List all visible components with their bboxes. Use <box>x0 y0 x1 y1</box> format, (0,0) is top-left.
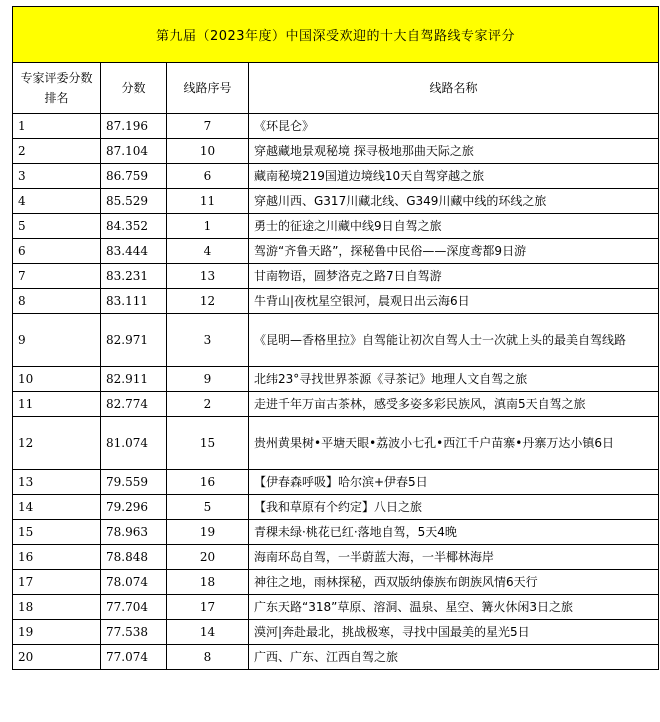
table-row <box>13 214 659 239</box>
route-no-cell: 19 <box>167 520 249 545</box>
route-no-cell: 20 <box>167 545 249 570</box>
table-row <box>13 595 659 620</box>
route-name-cell: 神往之地，雨林探秘，西双版纳傣族布朗族风情6天行 <box>249 570 659 595</box>
rank-cell: 17 <box>13 570 101 595</box>
route-no-cell: 7 <box>167 114 249 139</box>
rank-cell: 19 <box>13 620 101 645</box>
route-no-cell: 16 <box>167 470 249 495</box>
rank-cell: 4 <box>13 189 101 214</box>
route-name-cell: 甘南物语，圆梦洛克之路7日自驾游 <box>249 264 659 289</box>
route-name-cell: 漠河|奔赴最北，挑战极寒，寻找中国最美的星光5日 <box>249 620 659 645</box>
table-row <box>13 114 659 139</box>
route-name-cell: 广东天路“318”草原、溶洞、温泉、星空、篝火休闲3日之旅 <box>249 595 659 620</box>
score-cell: 78.848 <box>101 545 167 570</box>
rank-cell: 8 <box>13 289 101 314</box>
title-row <box>13 7 659 63</box>
route-name-cell: 青稞未绿·桃花已红·落地自驾，5天4晚 <box>249 520 659 545</box>
table-row <box>13 164 659 189</box>
score-cell: 81.074 <box>101 417 167 470</box>
route-name-cell: 海南环岛自驾，一半蔚蓝大海，一半椰林海岸 <box>249 545 659 570</box>
route-name-cell: 走进千年万亩古茶林，感受多姿多彩民族风，滇南5天自驾之旅 <box>249 392 659 417</box>
header-route-name: 线路名称 <box>249 63 659 114</box>
header-score: 分数 <box>101 63 167 114</box>
score-cell: 83.111 <box>101 289 167 314</box>
route-name-cell: 勇士的征途之川藏中线9日自驾之旅 <box>249 214 659 239</box>
route-no-cell: 6 <box>167 164 249 189</box>
route-no-cell: 10 <box>167 139 249 164</box>
route-no-cell: 17 <box>167 595 249 620</box>
score-cell: 77.074 <box>101 645 167 670</box>
rank-cell: 10 <box>13 367 101 392</box>
table-row <box>13 520 659 545</box>
route-name-cell: 广西、广东、江西自驾之旅 <box>249 645 659 670</box>
table-row <box>13 289 659 314</box>
route-name-cell: 北纬23°寻找世界茶源《寻茶记》地理人文自驾之旅 <box>249 367 659 392</box>
rank-cell: 3 <box>13 164 101 189</box>
route-name-cell: 穿越藏地景观秘境 探寻极地那曲天际之旅 <box>249 139 659 164</box>
score-cell: 77.538 <box>101 620 167 645</box>
rank-cell: 14 <box>13 495 101 520</box>
table-row <box>13 417 659 470</box>
route-no-cell: 13 <box>167 264 249 289</box>
route-name-cell: 驾游“齐鲁天路”，探秘鲁中民俗——深度鸢都9日游 <box>249 239 659 264</box>
table-row <box>13 570 659 595</box>
score-cell: 87.196 <box>101 114 167 139</box>
rank-cell: 5 <box>13 214 101 239</box>
route-name-cell: 【伊春森呼吸】哈尔滨+伊春5日 <box>249 470 659 495</box>
score-cell: 84.352 <box>101 214 167 239</box>
route-no-cell: 3 <box>167 314 249 367</box>
table-row <box>13 264 659 289</box>
score-cell: 79.296 <box>101 495 167 520</box>
table-row <box>13 545 659 570</box>
route-name-cell: 牛背山|夜枕星空银河，晨观日出云海6日 <box>249 289 659 314</box>
score-cell: 82.774 <box>101 392 167 417</box>
score-cell: 77.704 <box>101 595 167 620</box>
route-name-cell: 穿越川西、G317川藏北线、G349川藏中线的环线之旅 <box>249 189 659 214</box>
rank-cell: 6 <box>13 239 101 264</box>
score-cell: 85.529 <box>101 189 167 214</box>
rank-cell: 12 <box>13 417 101 470</box>
rank-cell: 7 <box>13 264 101 289</box>
rank-cell: 1 <box>13 114 101 139</box>
rank-cell: 13 <box>13 470 101 495</box>
route-no-cell: 2 <box>167 392 249 417</box>
table-row <box>13 392 659 417</box>
rank-cell: 11 <box>13 392 101 417</box>
table-row <box>13 470 659 495</box>
table-row <box>13 495 659 520</box>
route-no-cell: 9 <box>167 367 249 392</box>
rank-cell: 16 <box>13 545 101 570</box>
score-cell: 79.559 <box>101 470 167 495</box>
route-no-cell: 15 <box>167 417 249 470</box>
route-no-cell: 8 <box>167 645 249 670</box>
route-no-cell: 18 <box>167 570 249 595</box>
route-name-cell: 《环昆仑》 <box>249 114 659 139</box>
table-row <box>13 620 659 645</box>
rank-cell: 2 <box>13 139 101 164</box>
score-cell: 83.231 <box>101 264 167 289</box>
header-rank: 专家评委分数排名 <box>13 63 101 114</box>
route-no-cell: 4 <box>167 239 249 264</box>
route-no-cell: 11 <box>167 189 249 214</box>
route-name-cell: 【我和草原有个约定】八日之旅 <box>249 495 659 520</box>
route-no-cell: 14 <box>167 620 249 645</box>
route-name-cell: 藏南秘境219国道边境线10天自驾穿越之旅 <box>249 164 659 189</box>
rank-cell: 15 <box>13 520 101 545</box>
rank-cell: 9 <box>13 314 101 367</box>
route-no-cell: 12 <box>167 289 249 314</box>
table-row <box>13 314 659 367</box>
score-cell: 82.911 <box>101 367 167 392</box>
score-cell: 83.444 <box>101 239 167 264</box>
score-cell: 82.971 <box>101 314 167 367</box>
header-route-no: 线路序号 <box>167 63 249 114</box>
table-row <box>13 367 659 392</box>
header-row <box>13 63 659 114</box>
table-row <box>13 189 659 214</box>
score-cell: 78.074 <box>101 570 167 595</box>
score-table <box>12 6 659 670</box>
rank-cell: 18 <box>13 595 101 620</box>
score-cell: 78.963 <box>101 520 167 545</box>
route-no-cell: 5 <box>167 495 249 520</box>
route-no-cell: 1 <box>167 214 249 239</box>
table-row <box>13 139 659 164</box>
table-title: 第九届（2023年度）中国深受欢迎的十大自驾路线专家评分 <box>13 7 659 63</box>
route-name-cell: 《昆明—香格里拉》自驾能让初次自驾人士一次就上头的最美自驾线路 <box>249 314 659 367</box>
score-cell: 86.759 <box>101 164 167 189</box>
table-row <box>13 239 659 264</box>
table-row <box>13 645 659 670</box>
score-cell: 87.104 <box>101 139 167 164</box>
rank-cell: 20 <box>13 645 101 670</box>
route-name-cell: 贵州黄果树•平塘天眼•荔波小七孔•西江千户苗寨•丹寨万达小镇6日 <box>249 417 659 470</box>
